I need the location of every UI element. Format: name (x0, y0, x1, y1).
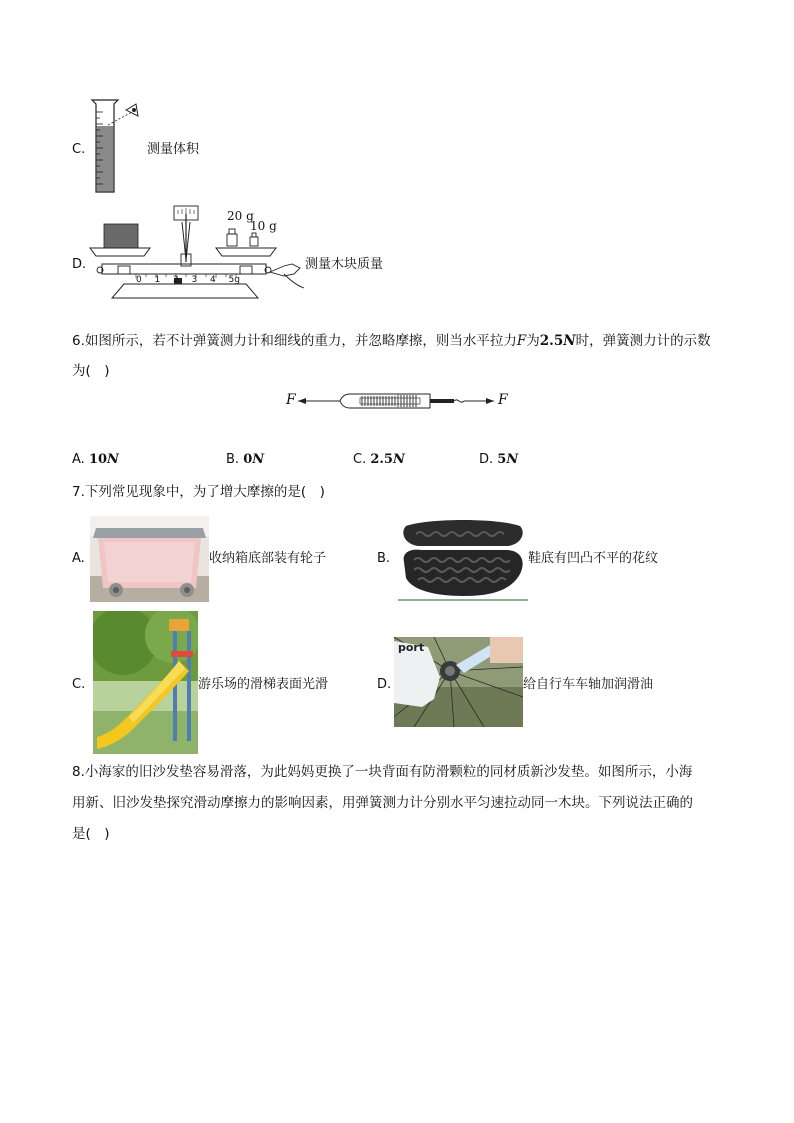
option-value: 2.5 (370, 452, 393, 467)
q8-line3: 是( ) (72, 826, 110, 842)
eye-icon (126, 104, 138, 116)
q6-unit: N (563, 333, 576, 349)
q6-option-c[interactable] (353, 451, 405, 469)
option-letter: D. (479, 452, 494, 467)
storage-box-photo (90, 516, 209, 602)
q7-option-b-text: 鞋底有凹凸不平的花纹 (528, 551, 659, 566)
option-letter: C. (353, 452, 367, 467)
weight-20g-label: 20 g (227, 209, 254, 223)
q6-option-d[interactable] (479, 451, 518, 469)
tick-label: 2 (173, 275, 179, 285)
q6-stem-line2: 为( ) (72, 363, 110, 379)
q6-option-b[interactable] (226, 451, 264, 469)
q7-option-d-letter[interactable]: D. (377, 677, 392, 692)
force-left-label: F (286, 392, 296, 408)
option-unit: N (392, 452, 405, 467)
option-c-text: 测量体积 (147, 142, 200, 157)
q7-option-c-letter[interactable]: C. (72, 677, 86, 692)
q7-stem: 7.下列常见现象中，为了增大摩擦的是( ) (72, 484, 325, 500)
balance-scale-figure (88, 202, 306, 302)
q8-line2: 用新、旧沙发垫探究滑动摩擦力的影响因素，用弹簧测力计分别水平匀速拉动同一木块。下列说法正确的 (72, 795, 693, 811)
balance-scale-ticks (136, 274, 240, 286)
option-d-text: 测量木块质量 (305, 257, 384, 272)
tick-label: 4 (210, 275, 216, 285)
graduated-cylinder-figure (88, 98, 148, 196)
option-unit: N (506, 452, 519, 467)
option-unit: N (107, 452, 119, 467)
q6-value: 2.5 (539, 333, 564, 349)
q7-option-b-letter[interactable]: B. (377, 551, 391, 566)
bike-logo-text: port (398, 641, 425, 654)
q7-option-d-text: 给自行车车轴加润滑油 (523, 677, 654, 692)
option-d-letter[interactable]: D. (72, 257, 87, 272)
shoe-sole-photo (398, 516, 528, 602)
q6-option-a[interactable] (72, 451, 119, 469)
q6-stem-text: 6.如图所示，若不计弹簧测力计和细线的重力，并忽略摩擦，则当水平拉力 (72, 333, 517, 349)
q6-var-f: F (516, 333, 527, 349)
playground-slide-photo (93, 611, 198, 754)
tick-label: 5g (228, 275, 240, 285)
spring-scale-figure (280, 384, 512, 418)
spring-coils (362, 395, 416, 407)
tick-label: 3 (191, 275, 198, 285)
option-letter: B. (226, 452, 240, 467)
option-value: 5 (497, 452, 507, 467)
q7-option-a-letter[interactable]: A. (72, 551, 85, 566)
option-value: 10 (88, 452, 108, 467)
q6-stem-end: 时，弹簧测力计的示数 (575, 333, 711, 349)
q6-stem-mid: 为 (526, 333, 540, 349)
tick-label: 1 (154, 275, 161, 285)
option-c-letter[interactable]: C. (72, 142, 86, 157)
q7-option-c-text: 游乐场的滑梯表面光滑 (198, 677, 329, 692)
option-letter: A. (72, 452, 85, 467)
q6-stem-line1 (72, 326, 711, 356)
tick-label: 0 (136, 275, 142, 285)
q8-line1: 8.小海家的旧沙发垫容易滑落，为此妈妈更换了一块背面有防滑颗粒的同材质新沙发垫。如图所示，小海 (72, 764, 693, 780)
force-right-label: F (498, 392, 508, 408)
q7-option-a-text: 收纳箱底部装有轮子 (209, 551, 327, 566)
weight-10g-label: 10 g (250, 219, 277, 233)
option-unit: N (252, 452, 265, 467)
option-value: 0 (243, 452, 253, 467)
